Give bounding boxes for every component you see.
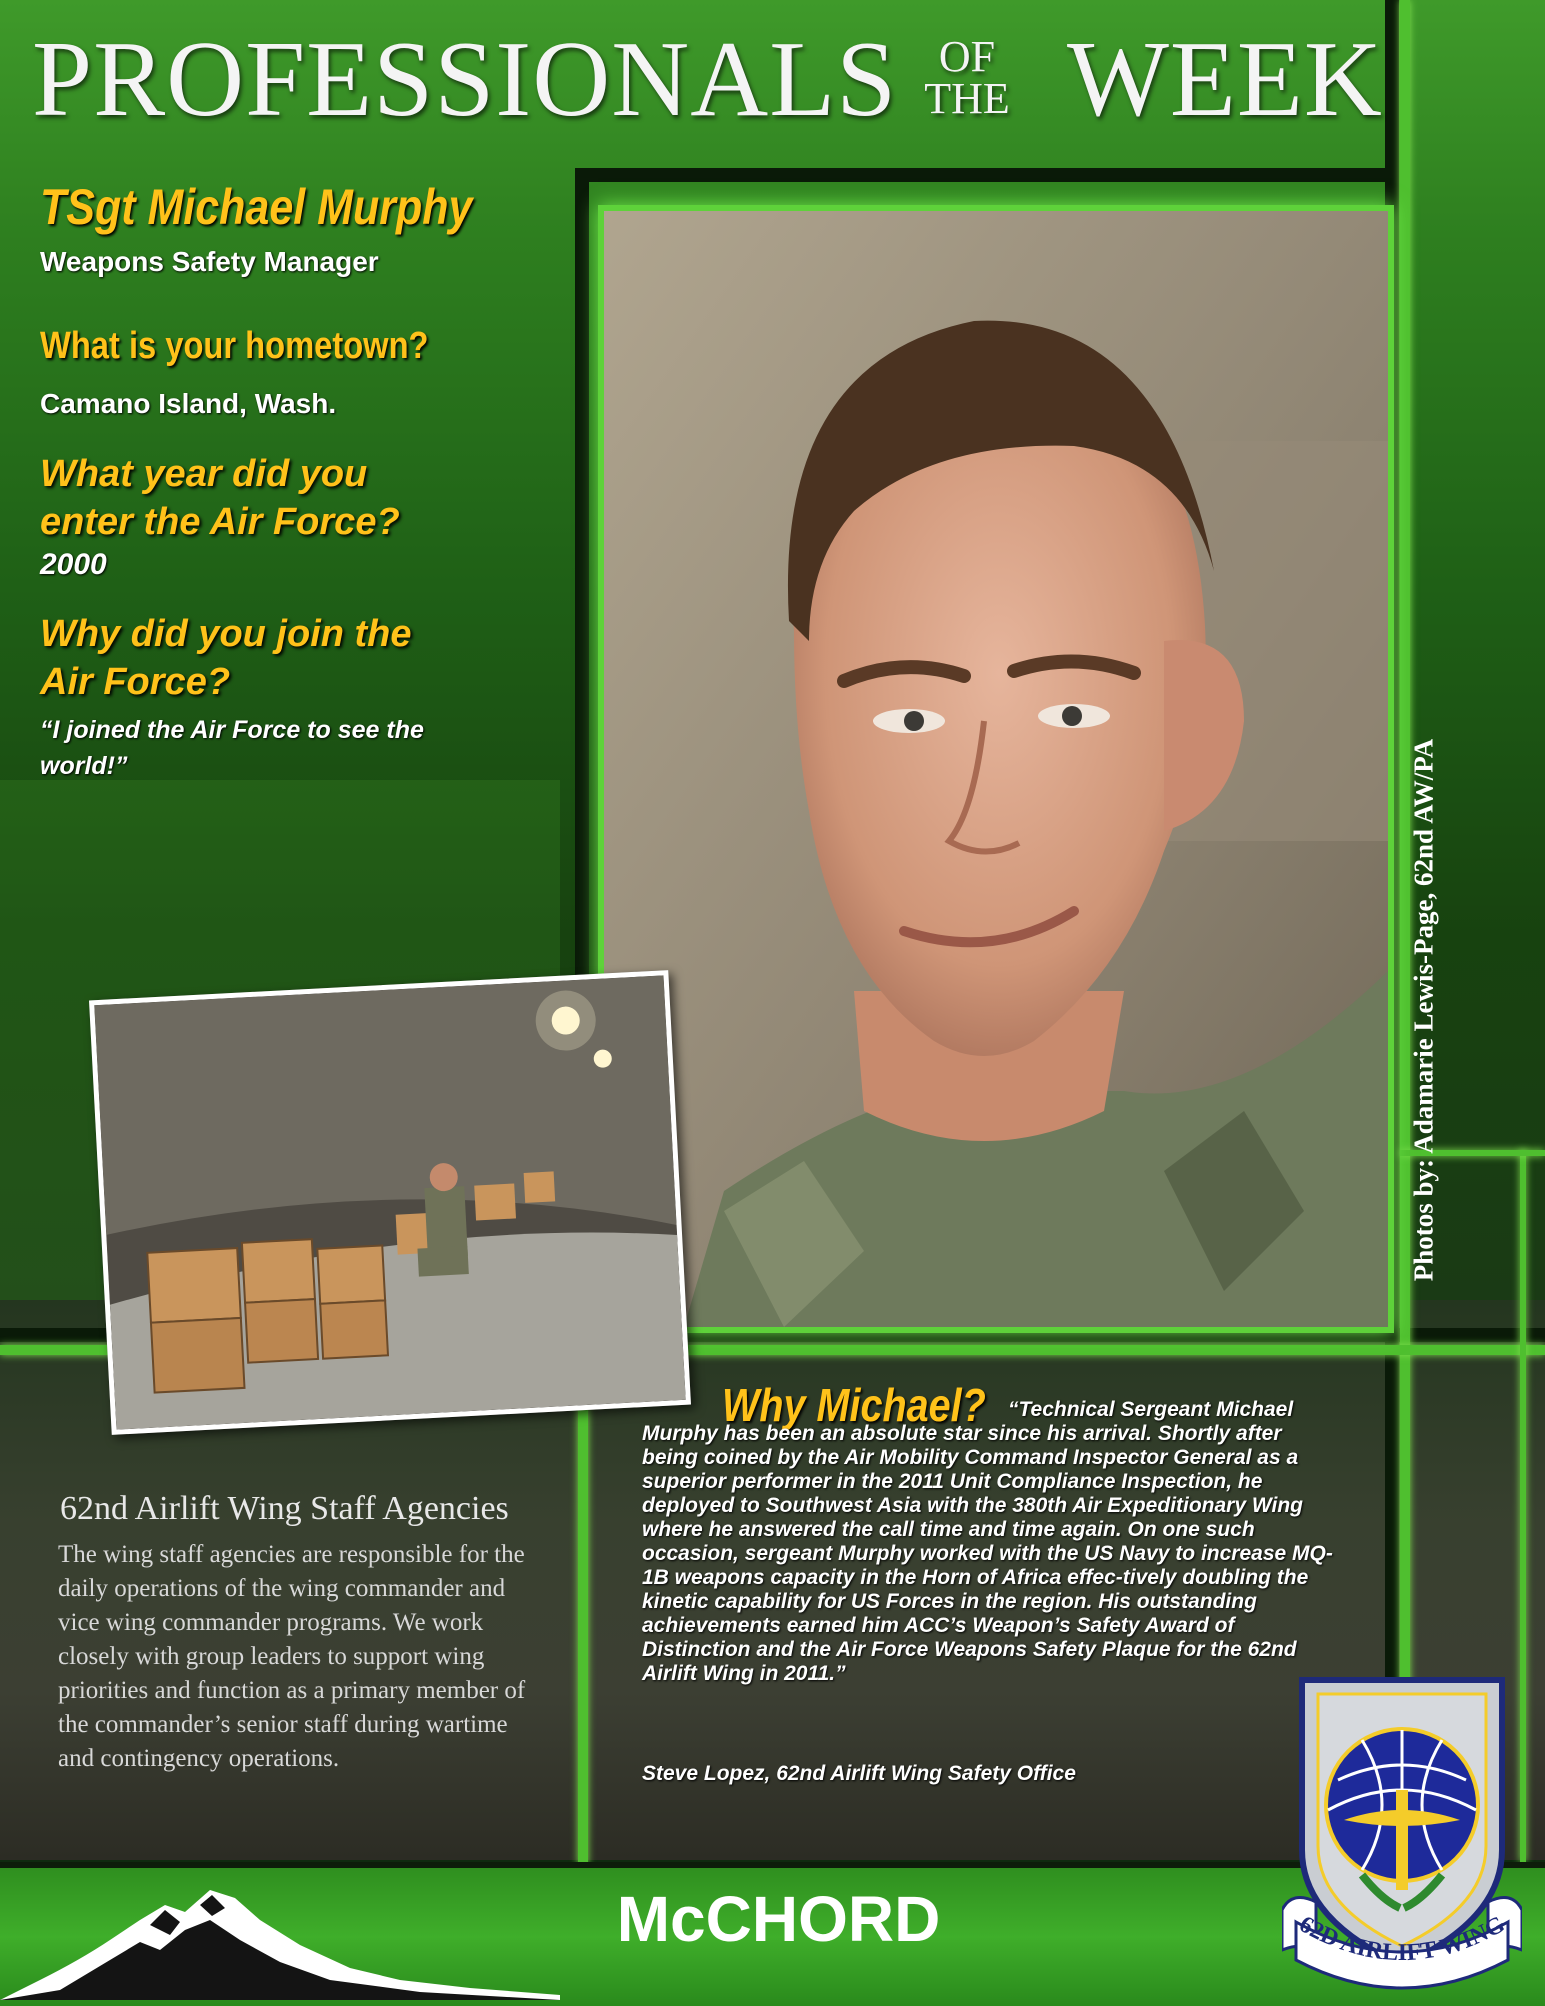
title-the: THE (924, 74, 1010, 123)
question-why-join (40, 610, 412, 706)
title-of: OF (938, 32, 996, 81)
question-year-line1: What year did you (40, 453, 368, 495)
why-attribution: Steve Lopez, 62nd Airlift Wing Safety Office (642, 1762, 1076, 1785)
glow-line (578, 1345, 588, 1865)
why-quote: “Technical Sergeant Michael Murphy has been an absolute star since his arrival. Shortly after being coined by the Air Mobility Command Inspector General as a superior performer in the 2011 Unit Compliance Inspection, he deployed to Southwest Asia with the 380th Air Expeditionary Wing where he answered the call time and time again. On one such occasion, sergeant Murphy worked with the US Navy to increase MQ-1B weapons capacity in the Horn of Africa effec-tively doubling the kinetic capability for US Forces in the region. His outstanding achievements earned him ACC’s Weapon’s Safety Award of Distinction and the Air Force Weapons Safety Plaque for the 62nd Airlift Wing in 2011.” (642, 1398, 1333, 1685)
answer-why-join: “I joined the Air Force to see the world!” (40, 716, 424, 780)
photo-credit (1407, 700, 1441, 1320)
bunker-photo (89, 970, 691, 1435)
question-hometown: What is your hometown? (40, 325, 429, 367)
bunker-illustration (94, 975, 685, 1429)
portrait-photo (598, 205, 1394, 1333)
answer-hometown: Camano Island, Wash. (40, 388, 337, 419)
question-why-join-line1: Why did you join the (40, 613, 412, 655)
agency-body: The wing staff agencies are responsible for the daily operations of the wing commander and vice wing commander programs. We work closely with group leaders to support wing priorities and function as a primary member of the commander’s senior staff during wartime and contingency operations. (58, 1541, 526, 1772)
agency-title: 62nd Airlift Wing Staff Agencies (60, 1490, 509, 1527)
portrait-illustration (604, 211, 1388, 1327)
why-heading: Why Michael? (722, 1379, 986, 1431)
title-connector (892, 32, 1042, 123)
profile-name: TSgt Michael Murphy (40, 179, 473, 235)
answer-year: 2000 (40, 548, 107, 581)
question-year (40, 450, 400, 546)
badge-text: 62D AIRLIFT WING (1294, 1911, 1510, 1967)
question-why-join-line2: Air Force? (40, 661, 231, 703)
profile-role: Weapons Safety Manager (40, 246, 379, 277)
title-end: WEEK (1067, 20, 1383, 139)
question-year-line2: enter the Air Force? (40, 501, 400, 543)
photo-credit-text: Photos by: Adamarie Lewis-Page, 62nd AW/PA (1408, 738, 1439, 1282)
footer-brand-text: McCHORD (616, 1883, 941, 1955)
title-main: PROFESSIONALS (32, 20, 898, 139)
wing-badge (1282, 1660, 1522, 1990)
frame-line (575, 168, 1395, 182)
